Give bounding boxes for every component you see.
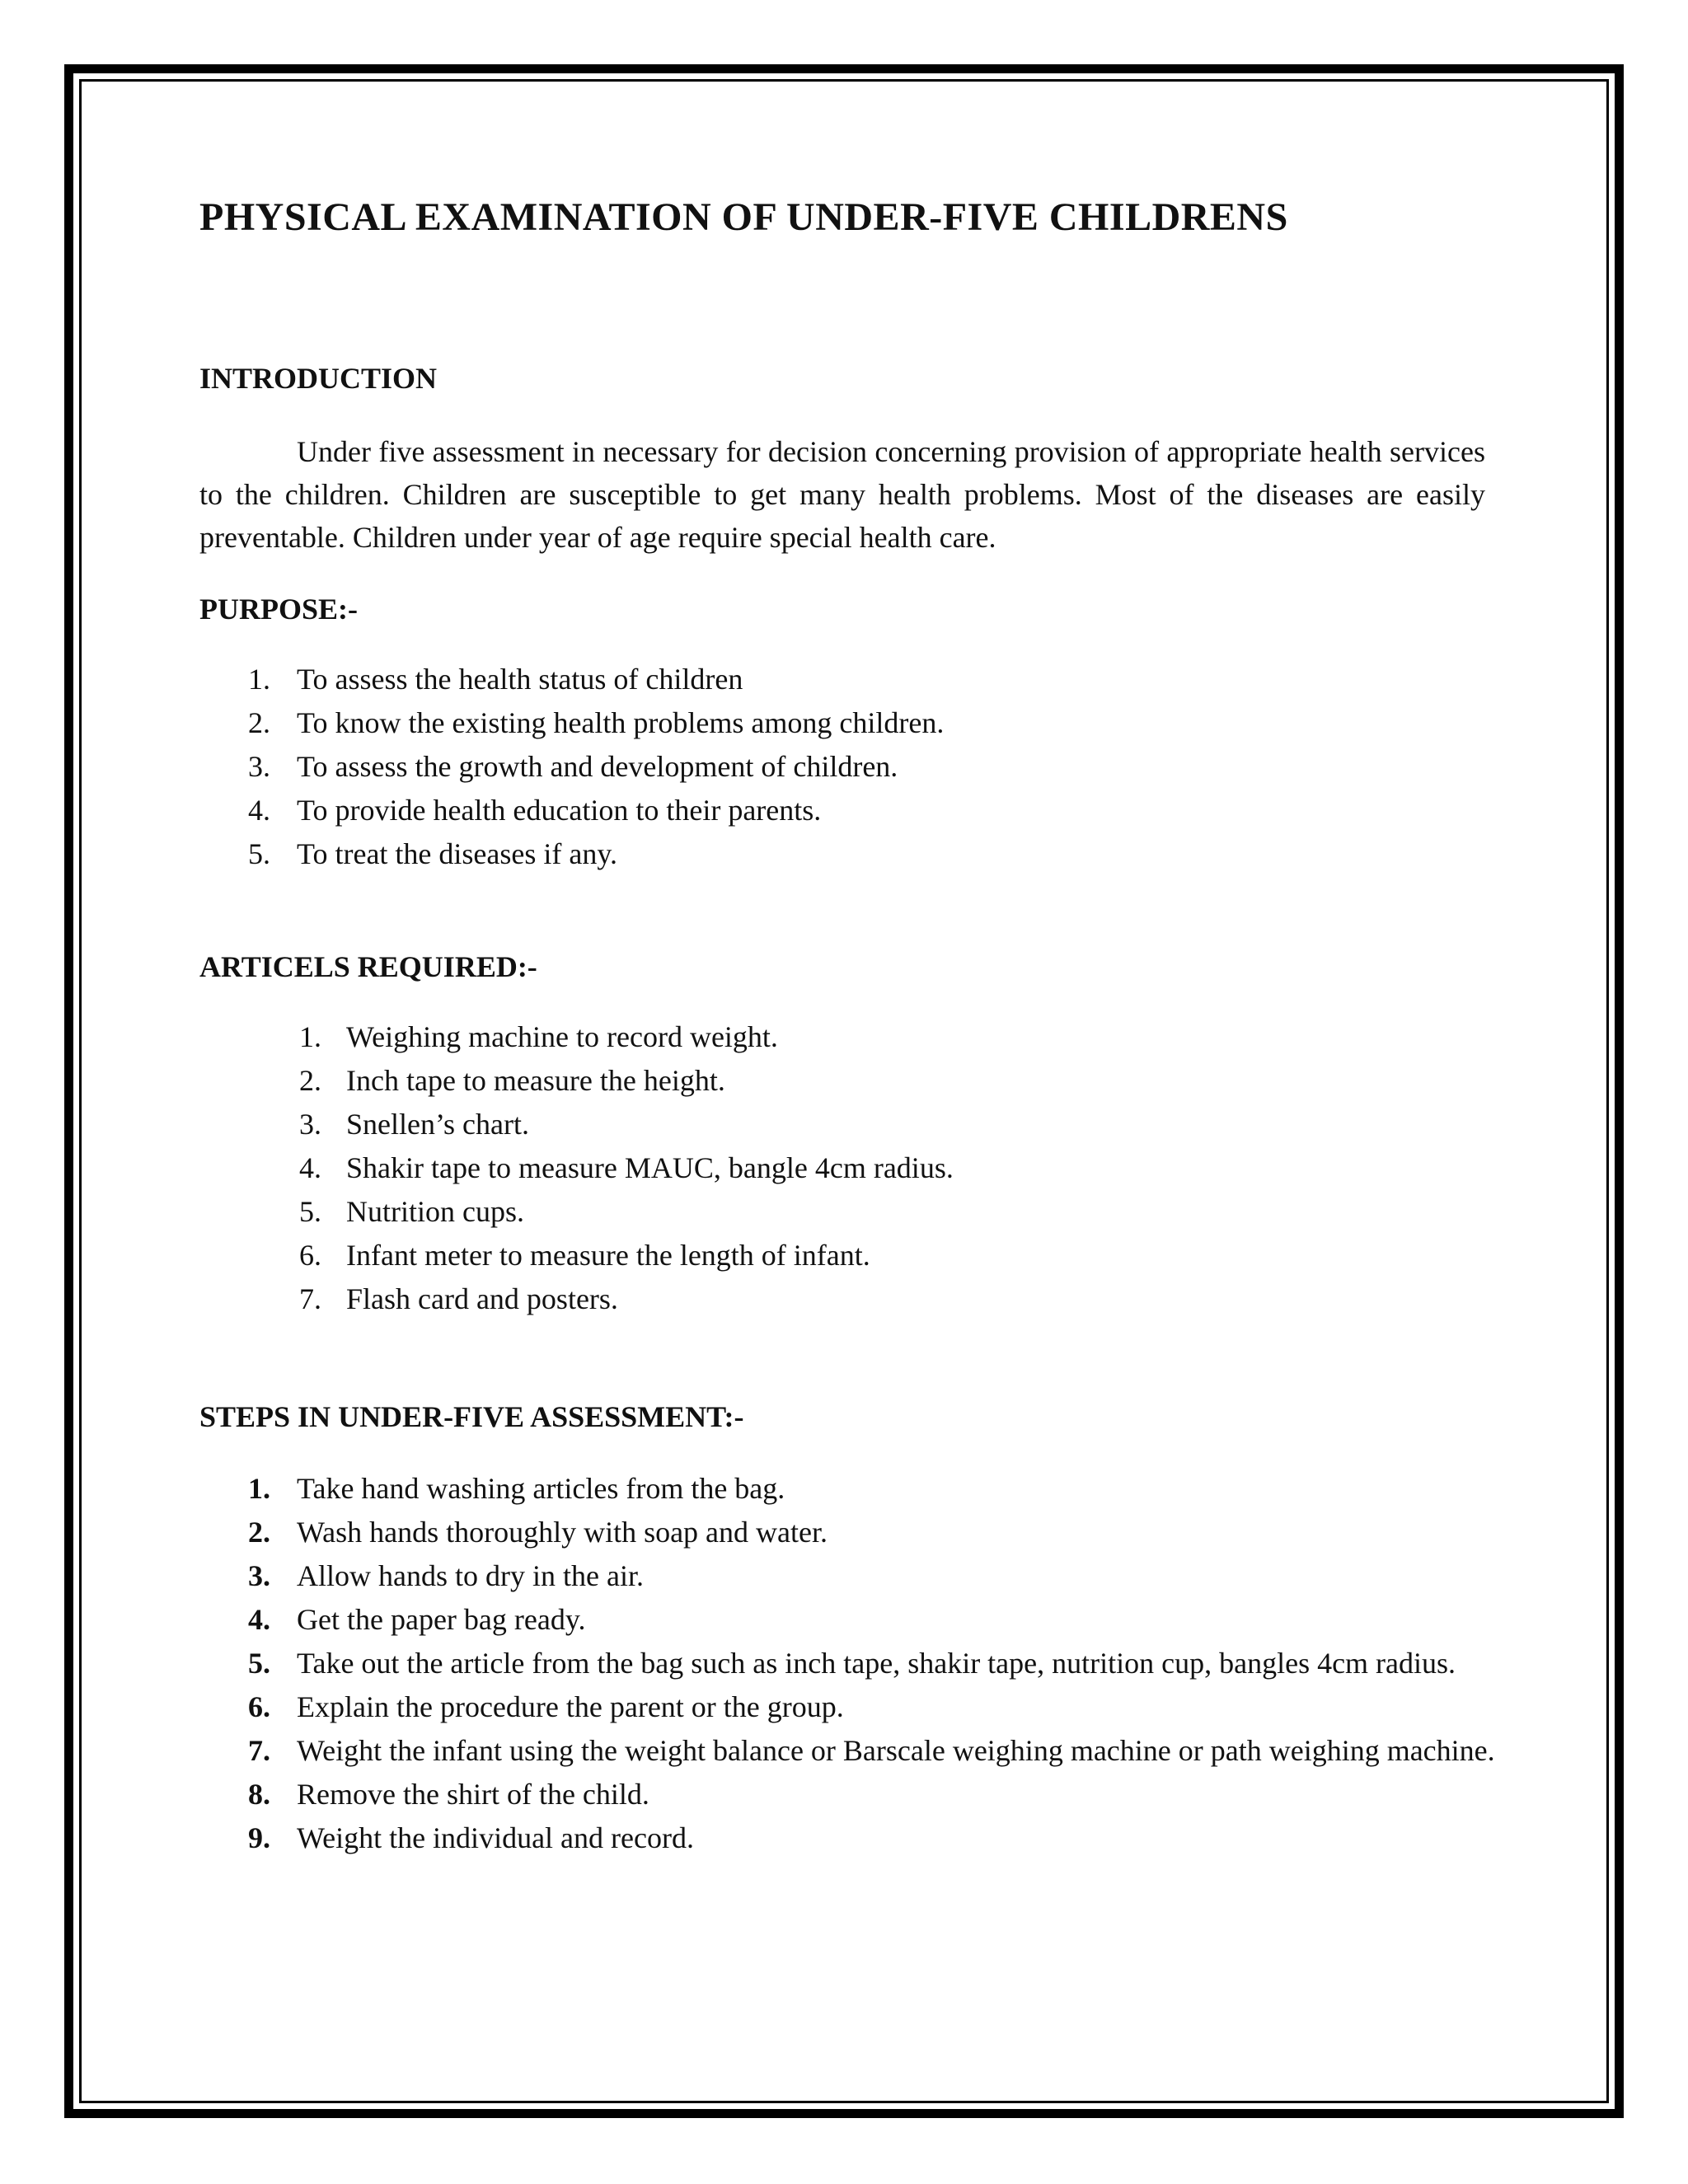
list-number: 1. xyxy=(248,1472,270,1505)
list-text: Wash hands thoroughly with soap and water. xyxy=(297,1516,828,1549)
article-item xyxy=(199,1277,1485,1321)
list-text: To assess the health status of children xyxy=(297,663,743,696)
list-text: Weight the individual and record. xyxy=(297,1821,694,1854)
article-item xyxy=(199,1234,1485,1277)
step-item xyxy=(199,1598,1485,1642)
introduction-paragraph: Under five assessment in necessary for decision concerning provision of appropriate health services to the children. Children are susceptible to get many health problems. Most of the diseases are easily preventable. Children under year of age require special health care. xyxy=(199,435,1485,554)
list-text: Infant meter to measure the length of infant. xyxy=(346,1239,870,1272)
article-item xyxy=(199,1146,1485,1190)
list-number: 2. xyxy=(299,1064,321,1097)
list-number: 9. xyxy=(248,1821,270,1854)
list-text: Snellen’s chart. xyxy=(346,1108,529,1141)
purpose-item xyxy=(199,789,1485,832)
step-item xyxy=(199,1554,1485,1598)
articles-list xyxy=(199,1015,1485,1321)
article-item xyxy=(199,1015,1485,1059)
step-item xyxy=(199,1773,1485,1816)
list-text: Explain the procedure the parent or the group. xyxy=(297,1690,844,1723)
list-number: 6. xyxy=(299,1239,321,1272)
step-item xyxy=(199,1685,1485,1729)
list-text: Take out the article from the bag such as inch tape, shakir tape, nutrition cup, bangles 4cm radius. xyxy=(297,1647,1456,1680)
document-title: PHYSICAL EXAMINATION OF UNDER-FIVE CHILDRENS xyxy=(199,195,1288,239)
list-text: To know the existing health problems among children. xyxy=(297,706,945,739)
list-number: 4. xyxy=(248,794,270,827)
step-item xyxy=(199,1816,1485,1860)
list-number: 7. xyxy=(248,1734,270,1767)
list-number: 3. xyxy=(299,1108,321,1141)
list-number: 1. xyxy=(299,1020,321,1053)
list-number: 6. xyxy=(248,1690,270,1723)
purpose-heading: PURPOSE:- xyxy=(199,593,358,626)
list-number: 4. xyxy=(299,1151,321,1184)
list-number: 7. xyxy=(299,1282,321,1315)
list-text: Shakir tape to measure MAUC, bangle 4cm radius. xyxy=(346,1151,954,1184)
list-number: 2. xyxy=(248,1516,270,1549)
list-text: Inch tape to measure the height. xyxy=(346,1064,725,1097)
step-item xyxy=(199,1467,1485,1511)
list-number: 5. xyxy=(248,837,270,870)
articles-heading: ARTICELS REQUIRED:- xyxy=(199,950,537,983)
list-text: Nutrition cups. xyxy=(346,1195,524,1228)
list-text: Flash card and posters. xyxy=(346,1282,618,1315)
introduction-heading: INTRODUCTION xyxy=(199,362,438,395)
list-text: Weighing machine to record weight. xyxy=(346,1020,778,1053)
step-item xyxy=(199,1642,1485,1685)
list-text: Weight the infant using the weight balance or Barscale weighing machine or path weighing machine. xyxy=(297,1734,1495,1767)
list-text: To assess the growth and development of children. xyxy=(297,750,898,783)
purpose-item xyxy=(199,745,1485,789)
list-number: 5. xyxy=(299,1195,321,1228)
purpose-item xyxy=(199,701,1485,745)
list-text: Remove the shirt of the child. xyxy=(297,1778,649,1811)
list-text: To provide health education to their parents. xyxy=(297,794,822,827)
list-number: 4. xyxy=(248,1603,270,1636)
purpose-list xyxy=(199,658,1485,876)
steps-heading: STEPS IN UNDER-FIVE ASSESSMENT:- xyxy=(199,1400,744,1433)
purpose-item xyxy=(199,832,1485,876)
article-item xyxy=(199,1103,1485,1146)
list-number: 1. xyxy=(248,663,270,696)
step-item xyxy=(199,1511,1485,1554)
article-item xyxy=(199,1190,1485,1234)
list-text: Take hand washing articles from the bag. xyxy=(297,1472,785,1505)
article-item xyxy=(199,1059,1485,1103)
steps-list xyxy=(199,1467,1495,1860)
list-number: 2. xyxy=(248,706,270,739)
list-text: To treat the diseases if any. xyxy=(297,837,618,870)
step-item xyxy=(199,1729,1495,1773)
list-number: 3. xyxy=(248,1559,270,1592)
list-number: 8. xyxy=(248,1778,270,1811)
list-text: Get the paper bag ready. xyxy=(297,1603,586,1636)
purpose-item xyxy=(199,658,1485,701)
list-number: 5. xyxy=(248,1647,270,1680)
list-text: Allow hands to dry in the air. xyxy=(297,1559,644,1592)
list-number: 3. xyxy=(248,750,270,783)
